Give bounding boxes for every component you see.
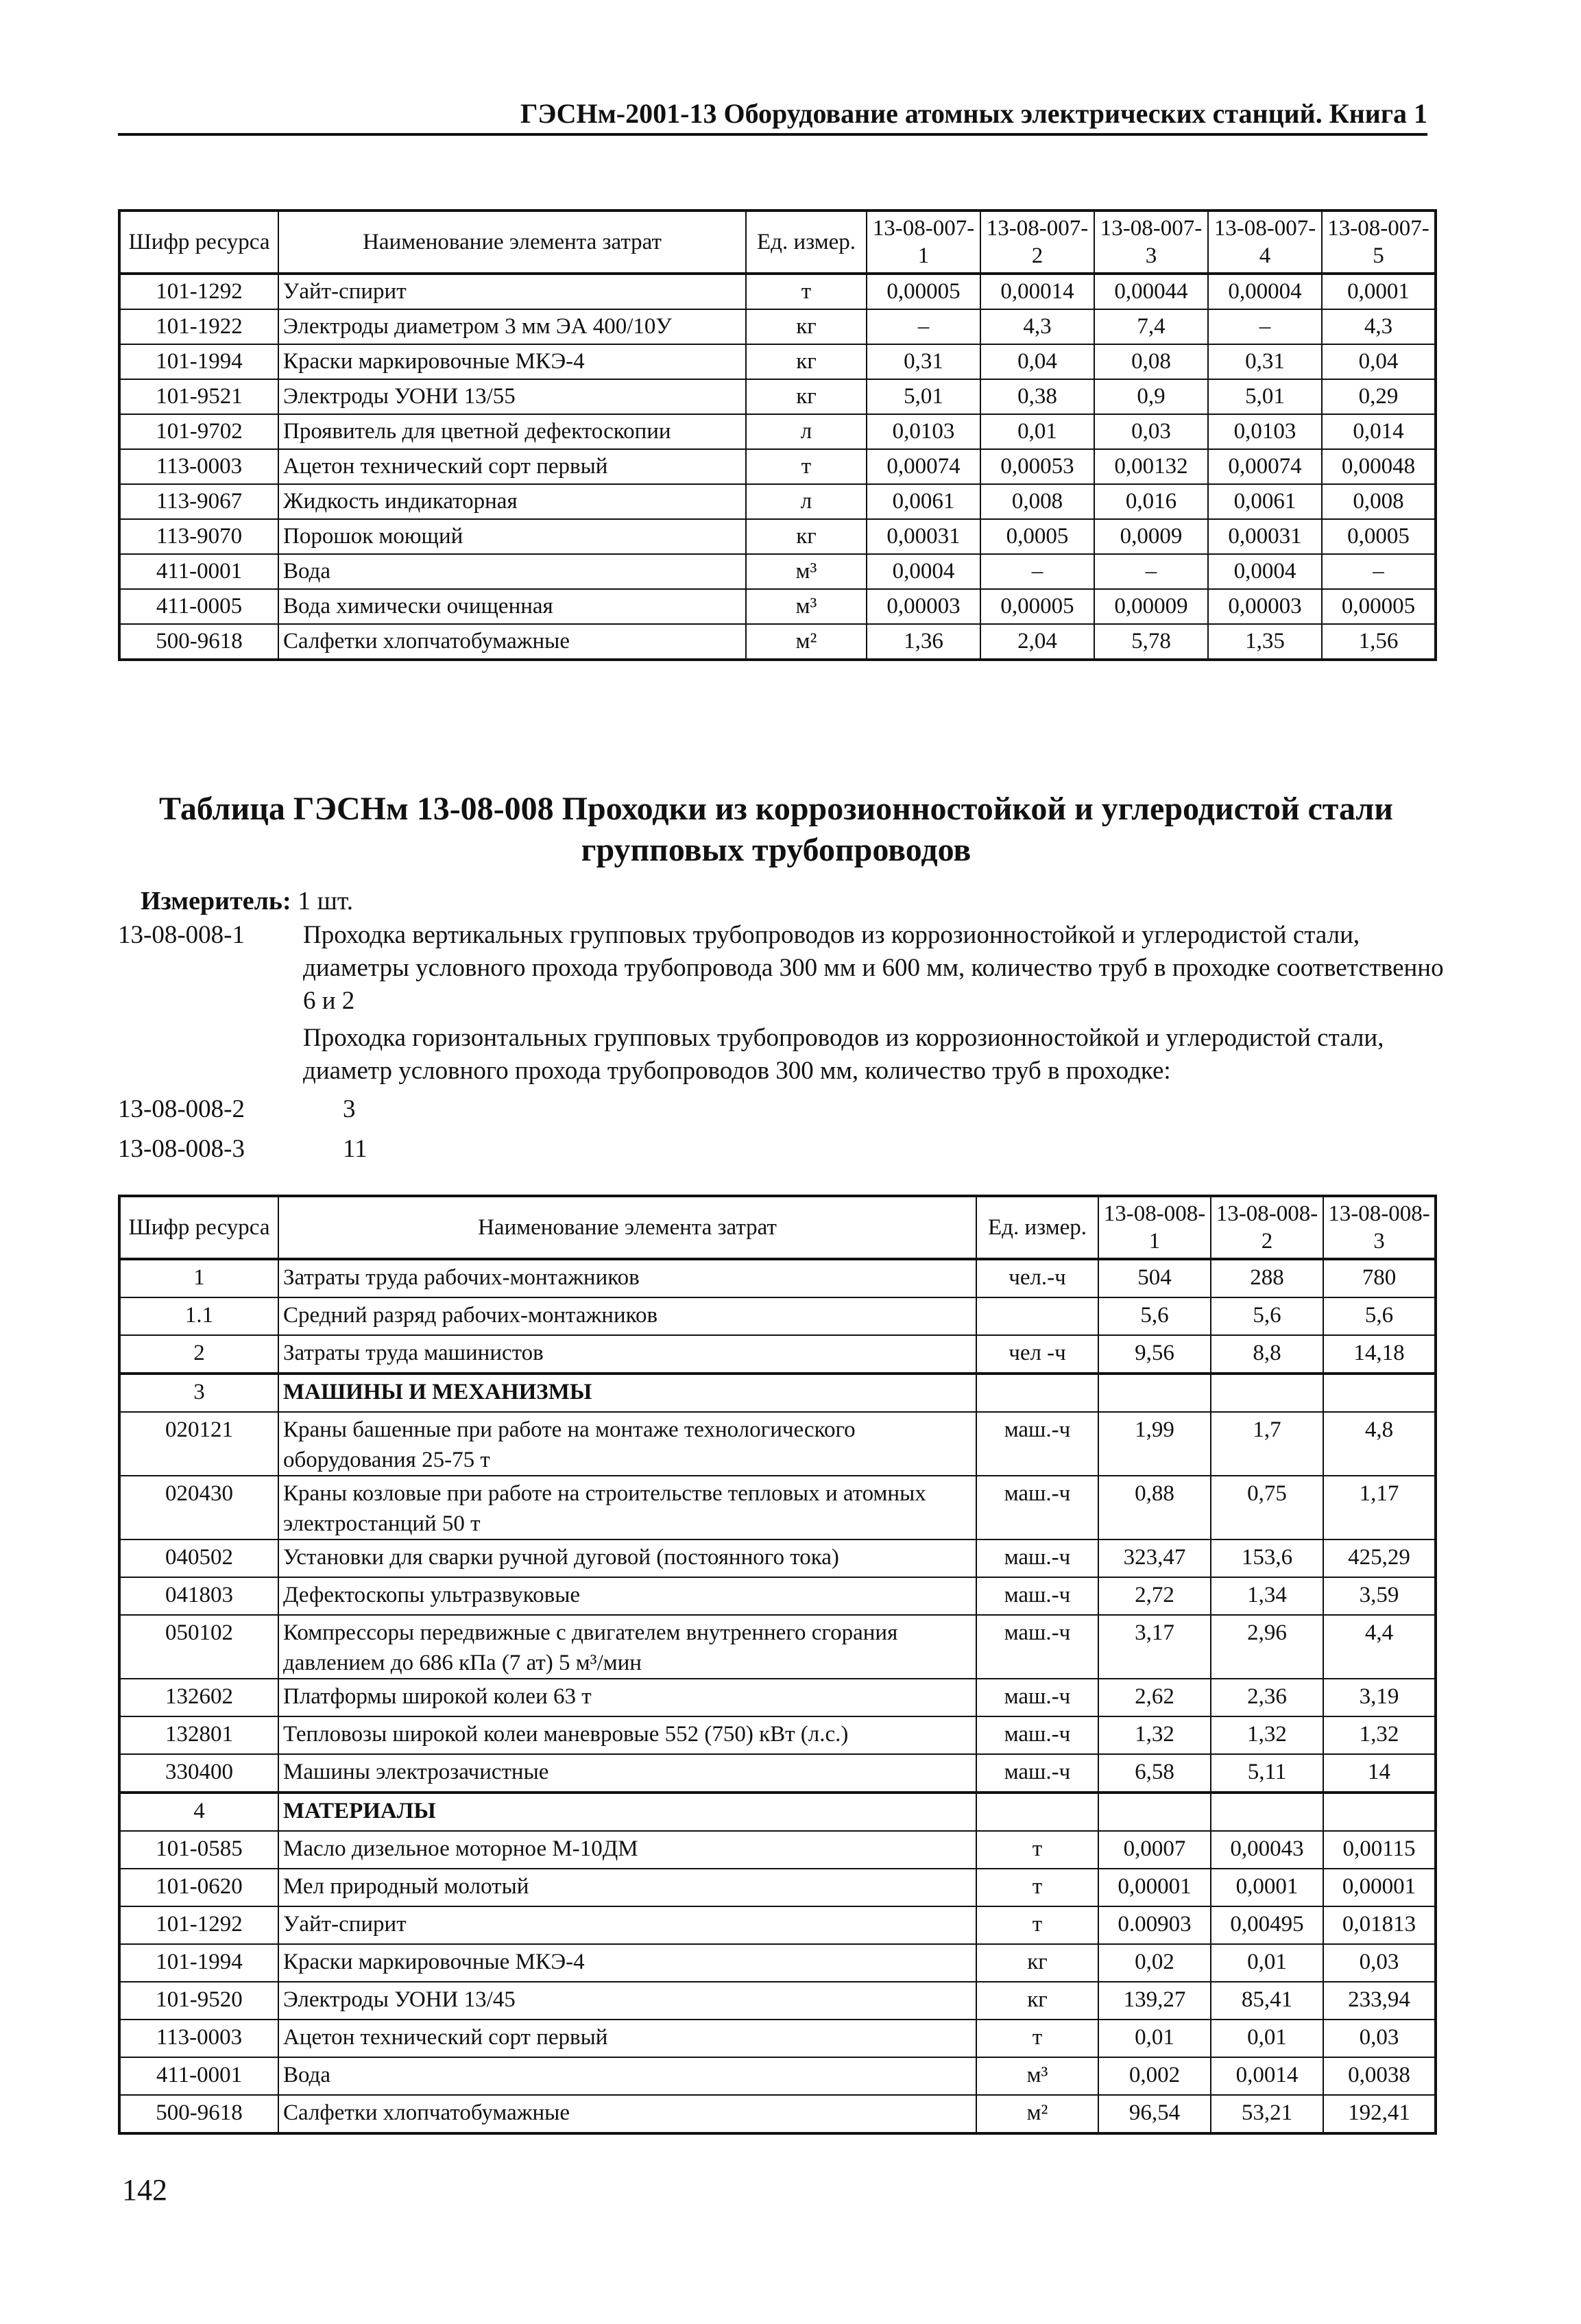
cell-code: 113-9067: [119, 484, 278, 519]
cell-value: 0,0038: [1323, 2057, 1436, 2095]
col-header-value: 13-08-007-1: [867, 211, 980, 274]
cell-code: 101-0620: [119, 1869, 278, 1906]
cell-value: 5,6: [1098, 1297, 1211, 1335]
cell-name: МАТЕРИАЛЫ: [278, 1793, 976, 1831]
table-row: [119, 414, 1436, 449]
cell-value: 0,008: [980, 484, 1094, 519]
col-header-value: 13-08-007-2: [980, 211, 1094, 274]
table-row: [119, 2057, 1436, 2095]
cell-value: 3,17: [1098, 1615, 1211, 1679]
section-row: [119, 1793, 1436, 1831]
cell-value: 53,21: [1211, 2095, 1323, 2133]
cell-name: Краски маркировочные МКЭ-4: [278, 1944, 976, 1982]
cell-code: 041803: [119, 1577, 278, 1615]
cell-value: 2,62: [1098, 1679, 1211, 1716]
table-header-row: [119, 1196, 1436, 1259]
cell-unit: м²: [976, 2095, 1098, 2133]
cell-unit: маш.-ч: [976, 1615, 1098, 1679]
table-body: [119, 274, 1436, 660]
cell-value: 139,27: [1098, 1982, 1211, 2020]
cell-value: 0,00031: [1208, 519, 1322, 554]
cell-value: –: [1208, 309, 1322, 344]
cell-value: 0,38: [980, 379, 1094, 414]
cell-name: Краны козловые при работе на строительстве тепловых и атомных электростанций 50 т: [278, 1476, 976, 1540]
cell-value: 0,03: [1323, 1944, 1436, 1982]
cell-code: 2: [119, 1335, 278, 1374]
cell-value: –: [867, 309, 980, 344]
table-row: [119, 1615, 1436, 1679]
cell-value: 1,32: [1098, 1716, 1211, 1754]
cell-name: Ацетон технический сорт первый: [278, 449, 746, 484]
cell-value: 4,3: [980, 309, 1094, 344]
table-row: [119, 2020, 1436, 2057]
table-row: [119, 589, 1436, 624]
table-body: [119, 1259, 1436, 2133]
cell-code: 500-9618: [119, 2095, 278, 2133]
item-code: 13-08-008-1: [118, 921, 245, 949]
cell-value: 0,0005: [1322, 519, 1436, 554]
cell-name: Электроды УОНИ 13/55: [278, 379, 746, 414]
cell-value: 0,01: [1211, 2020, 1323, 2057]
cell-value: 5,6: [1323, 1297, 1436, 1335]
cell-name: Платформы широкой колеи 63 т: [278, 1679, 976, 1716]
col-header-value: 13-08-007-3: [1094, 211, 1208, 274]
table-row: [119, 344, 1436, 379]
cell-unit: кг: [976, 1982, 1098, 2020]
cell-value: 0,00005: [867, 274, 980, 309]
cell-value: 0,00009: [1094, 589, 1208, 624]
cell-name: Вода химически очищенная: [278, 589, 746, 624]
cell-value: 0,00044: [1094, 274, 1208, 309]
cell-value: 288: [1211, 1259, 1323, 1297]
col-header-name: Наименование элемента затрат: [278, 1196, 976, 1259]
cell-value: 14,18: [1323, 1335, 1436, 1374]
item-code: 13-08-008-3: [118, 1135, 245, 1163]
cell-value: 0,00053: [980, 449, 1094, 484]
cell-name: Тепловозы широкой колеи маневровые 552 (750) кВт (л.с.): [278, 1716, 976, 1754]
cell-value: 323,47: [1098, 1540, 1211, 1577]
cell-value: 2,96: [1211, 1615, 1323, 1679]
item-quantity: 3: [343, 1095, 356, 1123]
cell-value: 1,32: [1211, 1716, 1323, 1754]
table-row: [119, 1679, 1436, 1716]
table-row: [119, 1540, 1436, 1577]
cell-value: 7,4: [1094, 309, 1208, 344]
cell-value: 5,11: [1211, 1754, 1323, 1793]
cell-unit: т: [746, 449, 867, 484]
cell-value: 0,00005: [1322, 589, 1436, 624]
cell-name: Электроды УОНИ 13/45: [278, 1982, 976, 2020]
cell-code: 101-1292: [119, 274, 278, 309]
table-row: [119, 2095, 1436, 2133]
cell-unit: маш.-ч: [976, 1540, 1098, 1577]
cell-value: 0,00115: [1323, 1831, 1436, 1869]
cell-name: Жидкость индикаторная: [278, 484, 746, 519]
cell-value: [1211, 1793, 1323, 1831]
cell-value: –: [1322, 554, 1436, 589]
cell-unit: м³: [976, 2057, 1098, 2095]
cell-value: 5,78: [1094, 624, 1208, 660]
table-row: [119, 1412, 1436, 1476]
cell-value: 0,0061: [867, 484, 980, 519]
cell-unit: маш.-ч: [976, 1476, 1098, 1540]
cell-name: Вода: [278, 2057, 976, 2095]
cell-unit: т: [746, 274, 867, 309]
table-row: [119, 1297, 1436, 1335]
cell-name: Масло дизельное моторное М-10ДМ: [278, 1831, 976, 1869]
cell-value: 0,01: [1211, 1944, 1323, 1982]
cell-unit: маш.-ч: [976, 1716, 1098, 1754]
cell-code: 020430: [119, 1476, 278, 1540]
cell-name: Салфетки хлопчатобумажные: [278, 624, 746, 660]
cell-value: 0,0061: [1208, 484, 1322, 519]
cell-value: 0,0001: [1322, 274, 1436, 309]
cell-unit: кг: [746, 309, 867, 344]
cell-unit: т: [976, 1831, 1098, 1869]
cell-name: Уайт-спирит: [278, 274, 746, 309]
cell-code: 132801: [119, 1716, 278, 1754]
col-header-code: Шифр ресурса: [119, 1196, 278, 1259]
cell-value: 0,31: [867, 344, 980, 379]
table-row: [119, 554, 1436, 589]
cell-name: Компрессоры передвижные с двигателем внутреннего сгорания давлением до 686 кПа (7 ат) 5 м³/мин: [278, 1615, 976, 1679]
cell-value: 1,34: [1211, 1577, 1323, 1615]
cell-value: 0,00495: [1211, 1906, 1323, 1944]
cell-name: Проявитель для цветной дефектоскопии: [278, 414, 746, 449]
cell-value: 1,35: [1208, 624, 1322, 660]
cell-value: 0,31: [1208, 344, 1322, 379]
resource-table-008: [118, 1195, 1437, 2135]
cell-code: 040502: [119, 1540, 278, 1577]
cell-value: 0,01: [1098, 2020, 1211, 2057]
cell-code: 1.1: [119, 1297, 278, 1335]
cell-name: Затраты труда машинистов: [278, 1335, 976, 1374]
cell-value: 0,00001: [1098, 1869, 1211, 1906]
cell-value: 0,00132: [1094, 449, 1208, 484]
cell-value: 0,03: [1323, 2020, 1436, 2057]
cell-value: 233,94: [1323, 1982, 1436, 2020]
table-row: [119, 1831, 1436, 1869]
col-header-value: 13-08-008-2: [1211, 1196, 1323, 1259]
cell-code: 101-0585: [119, 1831, 278, 1869]
cell-unit: [976, 1297, 1098, 1335]
cell-value: 425,29: [1323, 1540, 1436, 1577]
cell-value: 1,99: [1098, 1412, 1211, 1476]
cell-unit: кг: [976, 1944, 1098, 1982]
cell-value: 504: [1098, 1259, 1211, 1297]
table-header-row: [119, 211, 1436, 274]
cell-value: 0,01813: [1323, 1906, 1436, 1944]
cell-code: 101-9702: [119, 414, 278, 449]
measure-label: Измеритель:: [141, 887, 291, 915]
cell-value: 1,36: [867, 624, 980, 660]
cell-value: 192,41: [1323, 2095, 1436, 2133]
cell-unit: л: [746, 484, 867, 519]
cell-code: 101-9521: [119, 379, 278, 414]
cell-unit: т: [976, 2020, 1098, 2057]
cell-code: 411-0001: [119, 2057, 278, 2095]
cell-value: 0,00043: [1211, 1831, 1323, 1869]
cell-value: 0,88: [1098, 1476, 1211, 1540]
table-row: [119, 449, 1436, 484]
cell-code: 101-1994: [119, 1944, 278, 1982]
cell-name: Мел природный молотый: [278, 1869, 976, 1906]
cell-value: 0,0007: [1098, 1831, 1211, 1869]
running-header: ГЭСНм-2001-13 Оборудование атомных электрических станций. Книга 1: [118, 96, 1427, 136]
table-title-line: Таблица ГЭСНм 13-08-008 Проходки из коррозионностойкой и углеродистой стали: [159, 791, 1393, 827]
table-row: [119, 379, 1436, 414]
cell-code: 411-0001: [119, 554, 278, 589]
cell-unit: л: [746, 414, 867, 449]
cell-unit: чел -ч: [976, 1335, 1098, 1374]
cell-value: 0,00014: [980, 274, 1094, 309]
cell-name: Краски маркировочные МКЭ-4: [278, 344, 746, 379]
col-header-name: Наименование элемента затрат: [278, 211, 746, 274]
cell-value: 3,19: [1323, 1679, 1436, 1716]
table-row: [119, 1869, 1436, 1906]
cell-value: 0,014: [1322, 414, 1436, 449]
cell-value: 4,8: [1323, 1412, 1436, 1476]
table-row: [119, 484, 1436, 519]
cell-value: 0,08: [1094, 344, 1208, 379]
cell-value: –: [1094, 554, 1208, 589]
col-header-value: 13-08-007-5: [1322, 211, 1436, 274]
cell-unit: [976, 1374, 1098, 1412]
cell-code: 101-1994: [119, 344, 278, 379]
cell-name: Машины электрозачистные: [278, 1754, 976, 1793]
cell-name: Дефектоскопы ультразвуковые: [278, 1577, 976, 1615]
cell-value: 5,01: [1208, 379, 1322, 414]
cell-value: 0,75: [1211, 1476, 1323, 1540]
cell-code: 101-9520: [119, 1982, 278, 2020]
table-row: [119, 519, 1436, 554]
cell-value: 0,00003: [1208, 589, 1322, 624]
cell-name: Установки для сварки ручной дуговой (постоянного тока): [278, 1540, 976, 1577]
cell-name: Салфетки хлопчатобумажные: [278, 2095, 976, 2133]
cell-value: 0,016: [1094, 484, 1208, 519]
cell-code: 113-0003: [119, 2020, 278, 2057]
cell-code: 132602: [119, 1679, 278, 1716]
cell-unit: чел.-ч: [976, 1259, 1098, 1297]
cell-code: 4: [119, 1793, 278, 1831]
cell-unit: маш.-ч: [976, 1412, 1098, 1476]
col-header-code: Шифр ресурса: [119, 211, 278, 274]
page-number: 142: [122, 2173, 167, 2207]
table-title: [118, 789, 1434, 871]
cell-value: 9,56: [1098, 1335, 1211, 1374]
cell-value: 0,0004: [1208, 554, 1322, 589]
cell-value: 1,7: [1211, 1412, 1323, 1476]
cell-name: Краны башенные при работе на монтаже технологического оборудования 25-75 т: [278, 1412, 976, 1476]
cell-value: 0,04: [1322, 344, 1436, 379]
cell-code: 020121: [119, 1412, 278, 1476]
table-row: [119, 1577, 1436, 1615]
cell-value: [1211, 1374, 1323, 1412]
cell-code: 113-0003: [119, 449, 278, 484]
cell-code: 113-9070: [119, 519, 278, 554]
cell-value: 0,29: [1322, 379, 1436, 414]
cell-value: 0,0001: [1211, 1869, 1323, 1906]
cell-name: МАШИНЫ И МЕХАНИЗМЫ: [278, 1374, 976, 1412]
table-row: [119, 1259, 1436, 1297]
cell-value: 0,008: [1322, 484, 1436, 519]
cell-value: 96,54: [1098, 2095, 1211, 2133]
cell-value: [1323, 1793, 1436, 1831]
cell-value: 0,0014: [1211, 2057, 1323, 2095]
cell-value: 0,04: [980, 344, 1094, 379]
cell-unit: т: [976, 1906, 1098, 1944]
cell-code: 500-9618: [119, 624, 278, 660]
item-code: 13-08-008-2: [118, 1095, 245, 1123]
cell-value: 6,58: [1098, 1754, 1211, 1793]
cell-name: Электроды диаметром 3 мм ЭА 400/10У: [278, 309, 746, 344]
table-row: [119, 309, 1436, 344]
cell-value: 0,00031: [867, 519, 980, 554]
cell-code: 330400: [119, 1754, 278, 1793]
cell-value: 0,0005: [980, 519, 1094, 554]
cell-value: 0,0009: [1094, 519, 1208, 554]
cell-name: Уайт-спирит: [278, 1906, 976, 1944]
item-description: Проходка вертикальных групповых трубопроводов из коррозионностойкой и углеродистой стали, диаметры условного прохода трубопровода 300 мм и 600 мм, количество труб в проходке соответственно 6 и 2: [303, 921, 1444, 1015]
cell-value: 0,00003: [867, 589, 980, 624]
cell-unit: кг: [746, 519, 867, 554]
cell-value: 0,00005: [980, 589, 1094, 624]
cell-code: 101-1292: [119, 1906, 278, 1944]
measure-value: 1 шт.: [298, 887, 354, 915]
col-header-value: 13-08-008-1: [1098, 1196, 1211, 1259]
cell-value: [1098, 1793, 1211, 1831]
resource-table-007: [118, 209, 1437, 661]
cell-value: 0,00004: [1208, 274, 1322, 309]
cell-unit: маш.-ч: [976, 1679, 1098, 1716]
cell-unit: [976, 1793, 1098, 1831]
cell-value: [1098, 1374, 1211, 1412]
table-row: [119, 1476, 1436, 1540]
cell-value: 14: [1323, 1754, 1436, 1793]
cell-value: 2,04: [980, 624, 1094, 660]
cell-name: Порошок моющий: [278, 519, 746, 554]
cell-value: 1,17: [1323, 1476, 1436, 1540]
cell-name: Вода: [278, 554, 746, 589]
cell-name: Ацетон технический сорт первый: [278, 2020, 976, 2057]
table-row: [119, 1716, 1436, 1754]
cell-value: 780: [1323, 1259, 1436, 1297]
cell-unit: м²: [746, 624, 867, 660]
cell-unit: кг: [746, 344, 867, 379]
cell-value: 4,4: [1323, 1615, 1436, 1679]
cell-code: 411-0005: [119, 589, 278, 624]
cell-value: 0.00903: [1098, 1906, 1211, 1944]
cell-value: 0,0004: [867, 554, 980, 589]
cell-value: 0,00074: [1208, 449, 1322, 484]
cell-value: 0,002: [1098, 2057, 1211, 2095]
cell-code: 1: [119, 1259, 278, 1297]
table-row: [119, 624, 1436, 660]
cell-value: 153,6: [1211, 1540, 1323, 1577]
measure-line: [141, 886, 353, 916]
cell-name: Средний разряд рабочих-монтажников: [278, 1297, 976, 1335]
cell-value: 8,8: [1211, 1335, 1323, 1374]
table-title-line: групповых трубопроводов: [581, 832, 971, 868]
cell-value: 0,00074: [867, 449, 980, 484]
col-header-unit: Ед. измер.: [976, 1196, 1098, 1259]
cell-unit: т: [976, 1869, 1098, 1906]
cell-value: 0,03: [1094, 414, 1208, 449]
table-row: [119, 1906, 1436, 1944]
cell-value: –: [980, 554, 1094, 589]
table-row: [119, 1982, 1436, 2020]
cell-value: 0,00048: [1322, 449, 1436, 484]
cell-value: 1,32: [1323, 1716, 1436, 1754]
cell-value: 0,02: [1098, 1944, 1211, 1982]
cell-value: 3,59: [1323, 1577, 1436, 1615]
cell-unit: маш.-ч: [976, 1577, 1098, 1615]
cell-code: 101-1922: [119, 309, 278, 344]
col-header-value: 13-08-008-3: [1323, 1196, 1436, 1259]
cell-value: 0,01: [980, 414, 1094, 449]
cell-unit: кг: [746, 379, 867, 414]
cell-unit: м³: [746, 589, 867, 624]
table-row: [119, 1754, 1436, 1793]
item-quantity: 11: [343, 1135, 367, 1163]
cell-value: 2,72: [1098, 1577, 1211, 1615]
table-row: [119, 274, 1436, 309]
cell-unit: маш.-ч: [976, 1754, 1098, 1793]
group-description: Проходка горизонтальных групповых трубопроводов из коррозионностойкой и углеродистой стали, диаметр условного прохода трубопроводов 300 мм, количество труб в проходке:: [303, 1024, 1384, 1085]
cell-unit: м³: [746, 554, 867, 589]
cell-value: 85,41: [1211, 1982, 1323, 2020]
cell-value: 4,3: [1322, 309, 1436, 344]
cell-value: 5,01: [867, 379, 980, 414]
cell-value: 0,9: [1094, 379, 1208, 414]
table-row: [119, 1335, 1436, 1374]
cell-code: 3: [119, 1374, 278, 1412]
cell-value: 0,0103: [867, 414, 980, 449]
cell-value: 2,36: [1211, 1679, 1323, 1716]
section-row: [119, 1374, 1436, 1412]
table-row: [119, 1944, 1436, 1982]
col-header-value: 13-08-007-4: [1208, 211, 1322, 274]
cell-code: 050102: [119, 1615, 278, 1679]
col-header-unit: Ед. измер.: [746, 211, 867, 274]
cell-value: 0,0103: [1208, 414, 1322, 449]
cell-value: 1,56: [1322, 624, 1436, 660]
cell-value: [1323, 1374, 1436, 1412]
cell-value: 5,6: [1211, 1297, 1323, 1335]
cell-value: 0,00001: [1323, 1869, 1436, 1906]
cell-name: Затраты труда рабочих-монтажников: [278, 1259, 976, 1297]
